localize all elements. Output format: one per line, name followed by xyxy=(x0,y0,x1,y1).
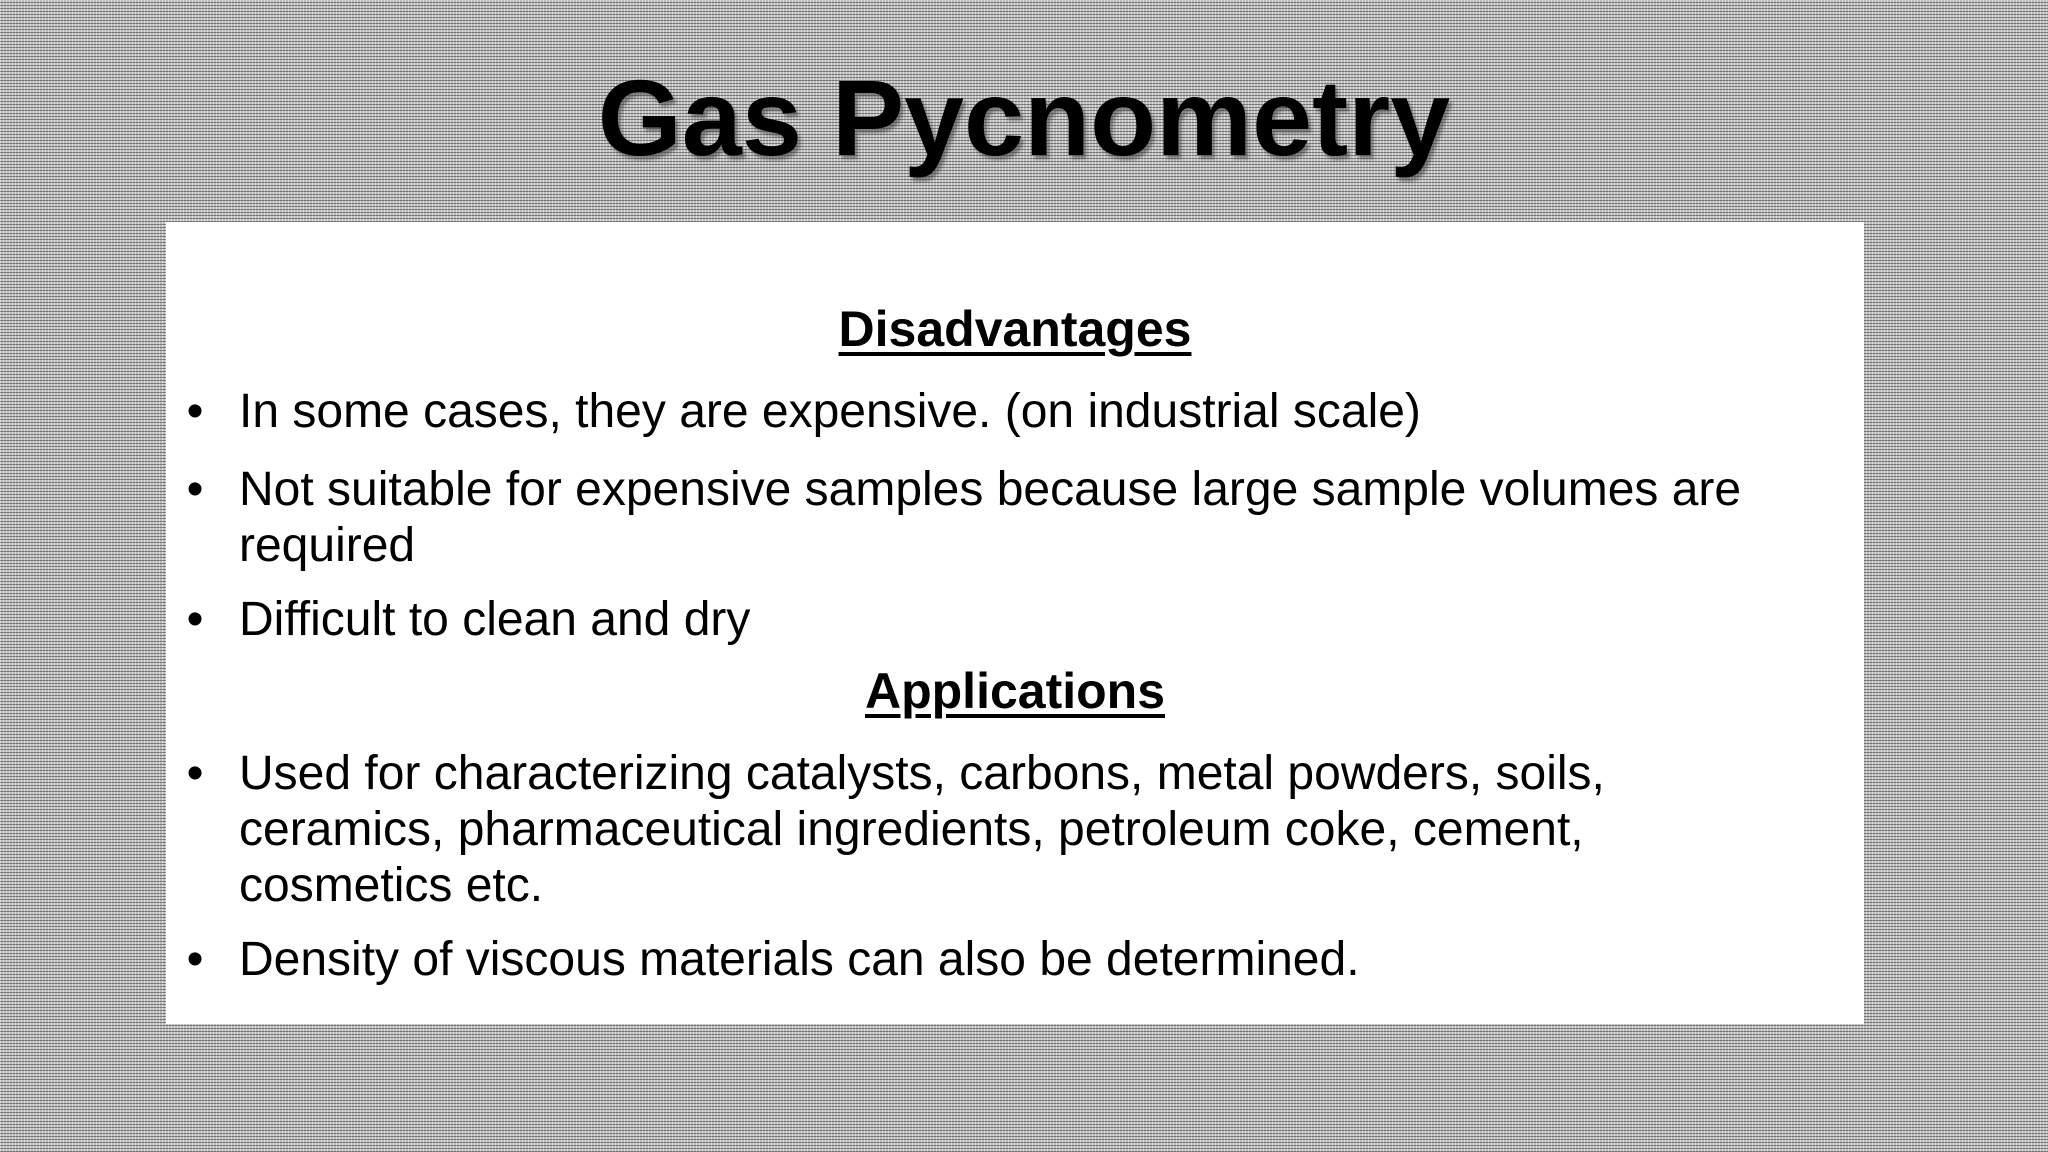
bullet-icon: • xyxy=(186,463,204,516)
bullet-text: Not suitable for expensive samples because large sample volumes are required xyxy=(239,463,1742,572)
bullet-text: Used for characterizing catalysts, carbons, metal powders, soils, ceramics, pharmaceutical ingredients, petroleum coke, cement, cosmetics etc. xyxy=(239,747,1605,912)
bullet-icon: • xyxy=(186,933,204,986)
bullet-text: Difficult to clean and dry xyxy=(239,593,751,646)
bullet-text: In some cases, they are expensive. (on industrial scale) xyxy=(239,385,1421,438)
bullet-icon: • xyxy=(186,385,204,438)
applications-heading: Applications xyxy=(864,663,1166,719)
bullet-icon: • xyxy=(186,593,204,646)
disadvantages-heading: Disadvantages xyxy=(838,301,1192,357)
bullet-text: Density of viscous materials can also be determined. xyxy=(239,933,1360,986)
slide-title: Gas Pycnometry xyxy=(597,57,1451,178)
content-box xyxy=(166,222,1864,1024)
bullet-icon: • xyxy=(186,747,204,800)
